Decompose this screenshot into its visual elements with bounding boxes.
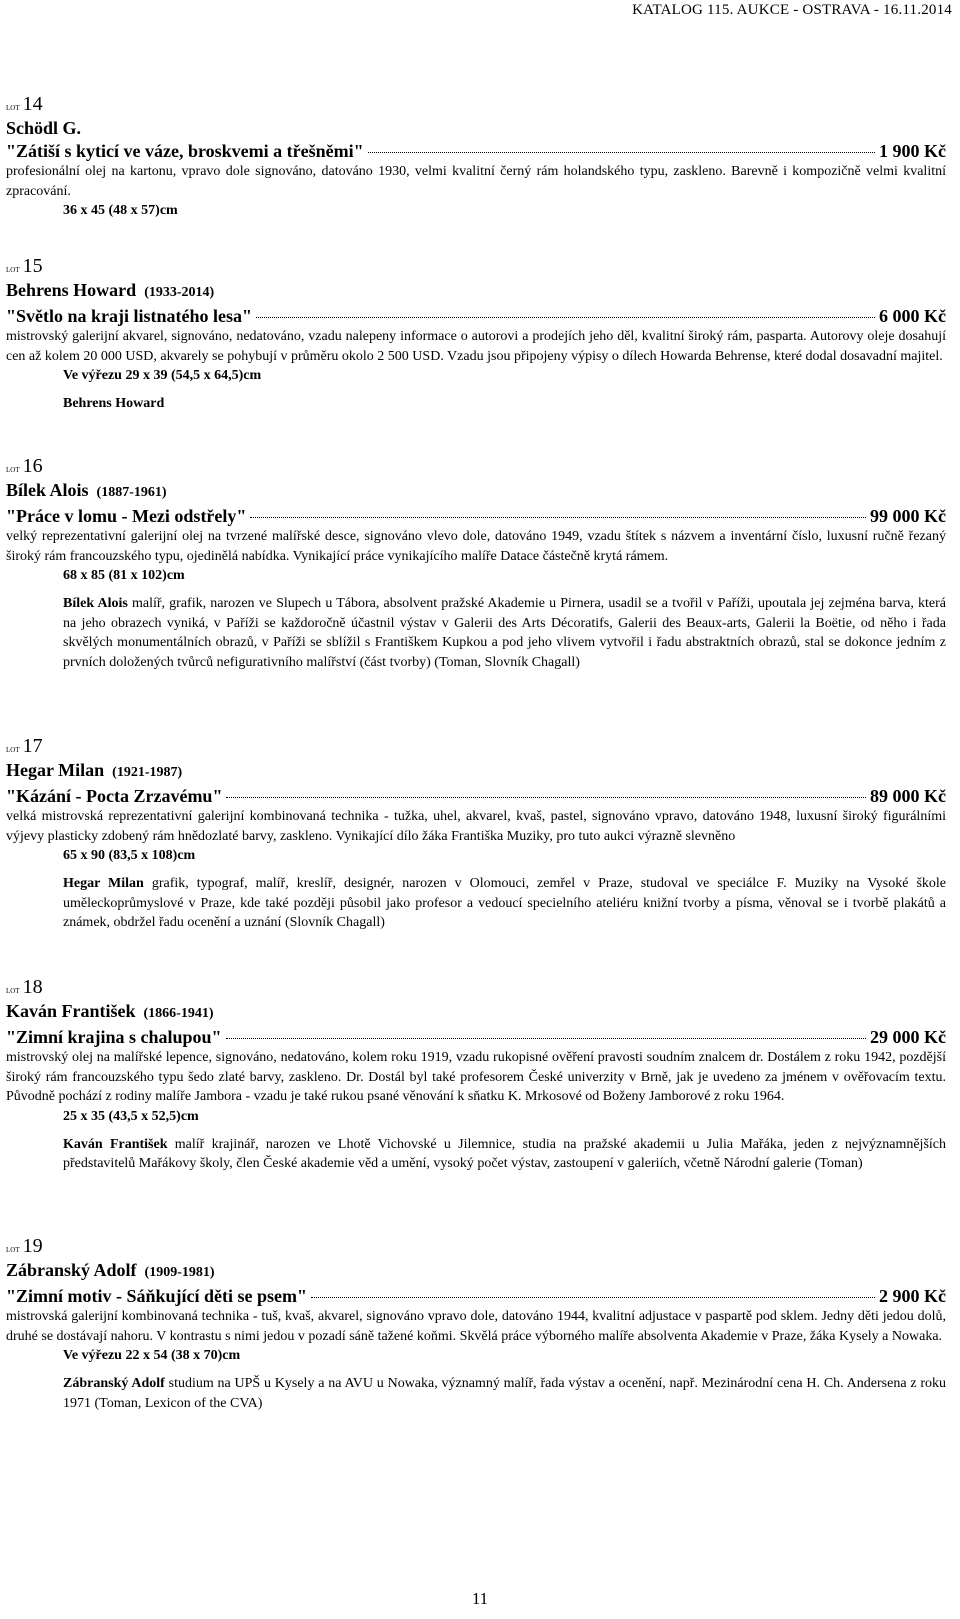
price: 89 000 Kč — [870, 786, 946, 806]
description: mistrovská galerijní kombinovaná technika - tuš, kvaš, akvarel, signováno vpravo dole, datováno 1944, kvalitní adjustace v paspartě pod sklem. Jedny děti jedou dolů, druhé se dostávají nahoru. V kontrastu s nimi jedou v pozadí sáně tažené koňmi. Skvělá práce výborného malíře absolventa Akademie v Praze, žáka Kysely a Nowaka. — [6, 1309, 946, 1344]
lot-number-line — [6, 975, 946, 999]
artist-years: (1921-1987) — [112, 765, 183, 780]
dot-leader — [311, 1297, 875, 1298]
lot-label: LOT — [6, 104, 20, 112]
lot-19 — [6, 1234, 946, 1413]
bio-artist-name: Behrens Howard — [63, 396, 165, 411]
artist-name-text: Kaván František — [6, 1001, 136, 1021]
artwork-title: "Světlo na kraji listnatého lesa" — [6, 306, 252, 326]
artwork-title: "Zátiší s kyticí ve váze, broskvemi a třešněmi" — [6, 141, 364, 161]
artist-name — [6, 116, 946, 140]
dot-leader — [226, 1038, 866, 1039]
lot-number: 18 — [22, 976, 43, 998]
lot-number: 16 — [22, 455, 43, 477]
title-price-line — [6, 785, 946, 807]
price: 99 000 Kč — [870, 506, 946, 526]
bio-text: studium na UPŠ u Kysely a na AVU u Nowaka, významný malíř, řada výstav a ocenění, např. Mezinárodní cena H. Ch. Andersena z roku 1971 (Toman, Lexicon of the CVA) — [63, 1376, 946, 1411]
artist-name-text: Zábranský Adolf — [6, 1260, 137, 1280]
lot-number-line — [6, 454, 946, 478]
dimensions: 25 x 35 (43,5 x 52,5)cm — [63, 1108, 199, 1124]
artwork-title: "Zimní motiv - Sáňkující děti se psem" — [6, 1286, 307, 1306]
lot-number: 15 — [22, 255, 43, 277]
price: 29 000 Kč — [870, 1027, 946, 1047]
dot-leader — [368, 152, 875, 153]
dimensions: 68 x 85 (81 x 102)cm — [63, 568, 185, 583]
lot-number-line — [6, 92, 946, 116]
bio-artist-name: Kaván František — [63, 1136, 168, 1152]
lot-16 — [6, 454, 946, 672]
lot-number: 14 — [22, 93, 43, 115]
title-price-line — [6, 140, 946, 162]
lot-number-line — [6, 734, 946, 758]
bio-artist-name: Bílek Alois — [63, 596, 128, 611]
lot-number: 17 — [22, 735, 43, 757]
lot-number-line — [6, 1234, 946, 1258]
dot-leader — [250, 517, 866, 518]
dimensions: 65 x 90 (83,5 x 108)cm — [63, 848, 196, 863]
artwork-title: "Kázání - Pocta Zrzavému" — [6, 786, 223, 806]
lot-label: LOT — [6, 266, 20, 274]
lot-label: LOT — [6, 987, 20, 995]
description: velká mistrovská reprezentativní galerijní kombinovaná technika - tužka, uhel, akvarel, kvaš, pastel, signováno vpravo, datováno 1948, luxusní široký figurálními výjevy plasticky zdobený rám hnědozlaté barvy, zaskleno. Vynikající dílo žáka Františka Muziky, pro tuto aukci výrazně slevněno — [6, 809, 946, 844]
artist-name — [6, 278, 946, 305]
artist-name — [6, 999, 946, 1026]
artist-bio — [63, 1135, 946, 1174]
lot-number: 19 — [22, 1235, 43, 1257]
description: profesionální olej na kartonu, vpravo dole signováno, datováno 1930, velmi kvalitní černý rám holandského typu, zaskleno. Barevně i kompozičně velmi kvalitní zpracování. — [6, 164, 946, 199]
dot-leader — [256, 317, 875, 318]
artist-years: (1909-1981) — [144, 1265, 215, 1280]
artist-years: (1866-1941) — [143, 1006, 214, 1021]
artist-years: (1887-1961) — [96, 485, 167, 500]
bio-artist-name: Zábranský Adolf — [63, 1376, 165, 1391]
artist-name — [6, 478, 946, 505]
dimensions: Ve výřezu 29 x 39 (54,5 x 64,5)cm — [63, 368, 262, 383]
artist-bio — [63, 874, 946, 933]
description: mistrovský galerijní akvarel, signováno, nedatováno, vzadu nalepeny informace o autorovi a prodejích jeho děl, kvalitní široký rám, pasparta. Autorovy oleje dosahují cen až kolem 20 000 USD, akvarely se pohybují v průměru okolo 2 500 USD. Vzadu jsou připojeny výpisy o dílech Howarda Behrense, které dodal dosavadní majitel. — [6, 329, 946, 364]
price: 1 900 Kč — [879, 141, 946, 161]
artist-name-text: Behrens Howard — [6, 280, 137, 300]
artwork-title: "Zimní krajina s chalupou" — [6, 1027, 222, 1047]
bio-text: grafik, typograf, malíř, kreslíř, designér, narozen v Olomouci, zemřel v Praze, studoval ve speciálce F. Muziky na Vysoké škole uměleckoprůmyslové v Praze, kde také později působil jako profesor a vedoucí specielního ateliéru knižní tvorby a písma, věnoval se i tvorbě plakátů a známek, obdržel řadu ocenění a uznání (Slovník Chagall) — [63, 876, 947, 930]
catalog-header: KATALOG 115. AUKCE - OSTRAVA - 16.11.2014 — [632, 2, 952, 18]
dimensions: Ve výřezu 22 x 54 (38 x 70)cm — [63, 1348, 241, 1363]
lot-label: LOT — [6, 1246, 20, 1254]
artist-name — [6, 1258, 946, 1285]
lot-number-line — [6, 254, 946, 278]
lot-17 — [6, 734, 946, 933]
title-price-line — [6, 305, 946, 327]
price: 2 900 Kč — [879, 1286, 946, 1306]
artist-name-text: Bílek Alois — [6, 480, 89, 500]
bio-artist-name: Hegar Milan — [63, 876, 144, 891]
description: mistrovský olej na malířské lepence, signováno, nedatováno, kolem roku 1919, vzadu rukopisné ověření pravosti soudním znalcem dr. Dostálem z roku 1942, pozdější široký rám francouzského typu šedo zlaté barvy, zaskleno. Dr. Dostál byl také profesorem České univerzity v Brně, jak je uvedeno za jménem v ověřovacím textu. Původně pochází z rodiny malíře Jambora - vzadu je také rukou psané věnování k sňatku K. Mrkosové od Boženy Jamborové z roku 1964. — [6, 1050, 946, 1104]
price: 6 000 Kč — [879, 306, 946, 326]
artist-name-text: Schödl G. — [6, 118, 82, 138]
title-price-line — [6, 1026, 946, 1048]
artwork-title: "Práce v lomu - Mezi odstřely" — [6, 506, 247, 526]
lot-14 — [6, 92, 946, 221]
artist-name-text: Hegar Milan — [6, 760, 105, 780]
lot-label: LOT — [6, 746, 20, 754]
lot-18 — [6, 975, 946, 1174]
bio-text: malíř, grafik, narozen ve Slupech u Tábora, absolvent pražské Akademie u Pirnera, usadil se a tvořil v Paříži, upoutala jej zejména barva, která na jeho obrazech vyniká, v Paříži se každoročně účastnil výstav v Galerii des Arts Décoratifs, Galerii des Beaux-arts, Galerii la Boëtie, od něho i řada skvělých monumentálních obrazů, v Paříži se sblížil s Františkem Kupkou a pod jeho vlivem vytvořil i řadu abstraktních obrazů, stal se dokonce jedním z prvních doložených tvůrců nefigurativního malířství (část tvorby) (Toman, Slovník Chagall) — [63, 596, 946, 670]
dot-leader — [226, 797, 866, 798]
dimensions: 36 x 45 (48 x 57)cm — [63, 203, 178, 218]
title-price-line — [6, 505, 946, 527]
artist-name — [6, 758, 946, 785]
bio-text: malíř krajinář, narozen ve Lhotě Vichovské u Jilemnice, studia na pražské akademii u Julia Mařáka, jeden z nejvýznamnějších představitelů Mařákovy školy, člen České akademie věd a umění, vysoký počet výstav, zastoupení v galeriích, včetně Národní galerie (Toman) — [63, 1136, 946, 1171]
artist-years: (1933-2014) — [144, 285, 215, 300]
lot-label: LOT — [6, 466, 20, 474]
lot-15 — [6, 254, 946, 414]
page-number: 11 — [471, 1589, 489, 1608]
description: velký reprezentativní galerijní olej na tvrzené malířské desce, signováno vlevo dole, datováno 1949, vzadu štítek s názvem a inventární číslo, luxusní ručně řezaný široký rám francouzského typu, ojedinělá nabídka. Vynikající práce vynikajícího malíře Datace částečně krytá rámem. — [6, 529, 946, 564]
title-price-line — [6, 1285, 946, 1307]
artist-bio — [63, 1374, 946, 1413]
artist-bio — [63, 594, 946, 672]
